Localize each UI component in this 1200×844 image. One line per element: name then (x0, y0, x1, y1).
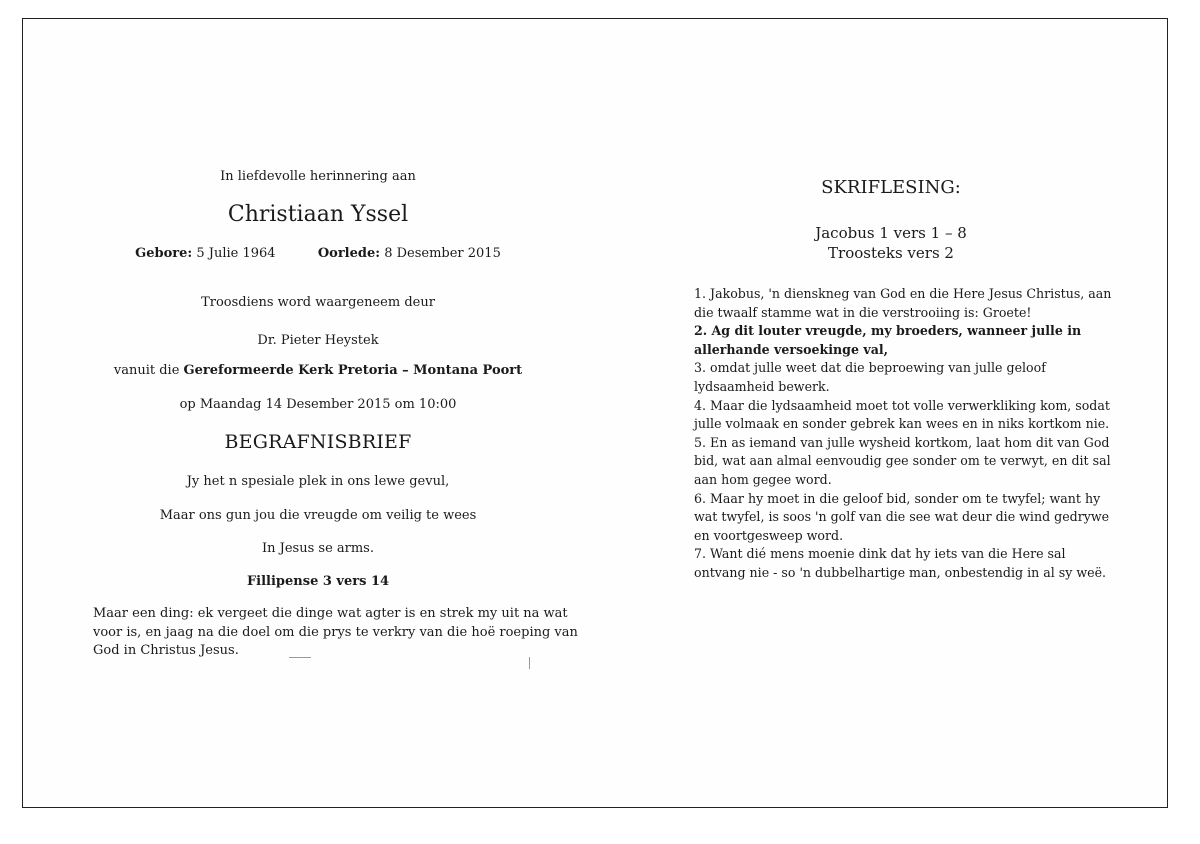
scripture-verse: 1. Jakobus, 'n dienskneg van God en die Here Jesus Christus, aan die twaalf stamme wat in die verstrooiing is: Groete! (694, 286, 1112, 320)
scripture-passage (694, 285, 1114, 583)
born-label: Gebore: (135, 246, 193, 261)
scripture-verse: 6. Maar hy moet in die geloof bid, sonder om te twyfel; want hy wat twyfel, is soos 'n golf van die see wat deur die wind gedrywe en voortgesweep word. (694, 490, 1110, 543)
deceased-name: Christiaan Yssel (227, 202, 409, 227)
minister-name: Dr. Pieter Heystek (257, 333, 379, 348)
dates-line (23, 246, 613, 261)
service-datetime: op Maandag 14 Desember 2015 om 10:00 (179, 397, 457, 412)
scripture-verse-highlighted: 2. Ag dit louter vreugde, my broeders, wanneer julle in allerhande versoekinge val, (694, 323, 1082, 357)
left-page (23, 19, 613, 807)
scripture-verse: 4. Maar die lydsaamheid moet tot volle verwerkliking kom, sodat julle volmaak en sonder gebrek kan wees en in niks kortkom nie. (694, 397, 1110, 432)
verse-reference: Fillipense 3 vers 14 (246, 574, 390, 589)
church-name: Gereformeerde Kerk Pretoria – Montana Poort (183, 363, 523, 378)
died-value: 8 Desember 2015 (384, 246, 501, 261)
verse-text: Maar een ding: ek vergeet die dinge wat agter is en strek my uit na wat voor is, en jaag na die doel om die prys te verkry van die hoë roeping van God in Christus Jesus. (93, 606, 578, 658)
died-label: Oorlede: (317, 246, 381, 261)
program-sheet (22, 18, 1168, 808)
reading-focus-verse: Troosteks vers 2 (828, 244, 954, 262)
scripture-verse: 7. Want dié mens moenie dink dat hy iets van die Here sal ontvang nie - so 'n dubbelhartige man, onbestendig in al sy weë. (694, 546, 1107, 580)
scripture-verse: 5. En as iemand van julle wysheid kortkom, laat hom dit van God bid, wat aan almal eenvoudig gee sonder om te verwyt, en dit sal aan hom gegee word. (694, 434, 1111, 487)
section-heading: BEGRAFNISBRIEF (224, 431, 412, 453)
right-page (613, 19, 1169, 807)
scan-mark (529, 657, 530, 669)
scan-mark (289, 657, 311, 658)
church-line (23, 363, 613, 378)
poem-line: Jy het n spesiale plek in ons lewe gevul, (186, 474, 450, 489)
reading-reference: Jacobus 1 vers 1 – 8 (815, 224, 967, 242)
born-value: 5 Julie 1964 (196, 246, 276, 261)
poem-line: In Jesus se arms. (262, 541, 374, 556)
reading-heading: SKRIFLESING: (821, 177, 961, 198)
poem-line: Maar ons gun jou die vreugde om veilig te wees (159, 508, 477, 523)
service-line: Troosdiens word waargeneem deur (201, 295, 435, 310)
intro-line: In liefdevolle herinnering aan (220, 169, 416, 184)
church-prefix: vanuit die (113, 363, 180, 378)
scripture-verse: 3. omdat julle weet dat die beproewing van julle geloof lydsaamheid bewerk. (694, 360, 1046, 394)
